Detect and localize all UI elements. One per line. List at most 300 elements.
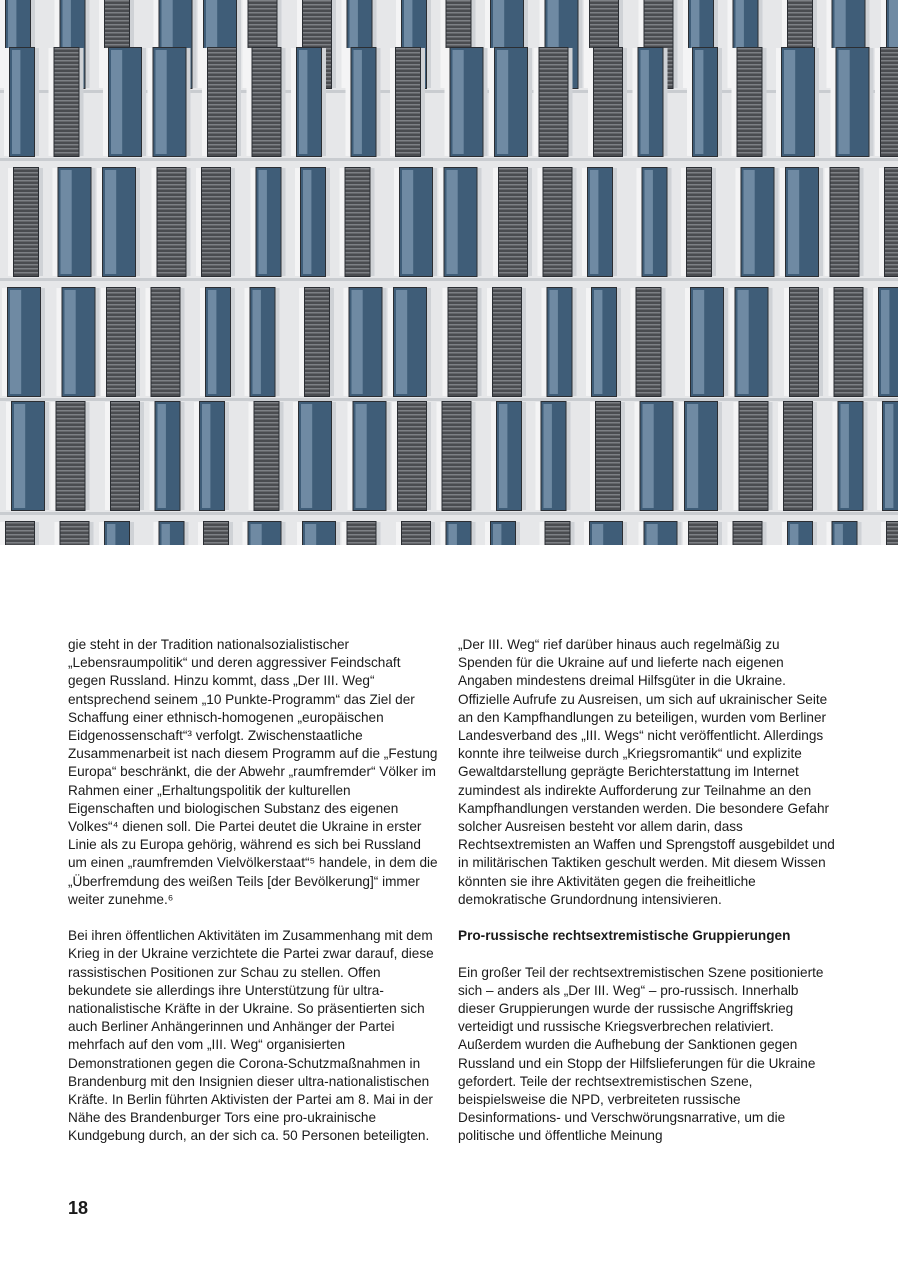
window-reflection (592, 524, 603, 545)
blind-slat (398, 418, 426, 420)
blind-slat (57, 422, 85, 424)
blind-slat (881, 96, 898, 98)
blind-slat (590, 0, 618, 2)
right-column (458, 636, 836, 1146)
blind-slat (152, 312, 180, 314)
blind-slat (253, 104, 281, 106)
blind-slat (398, 454, 426, 456)
blind-slat (881, 136, 898, 138)
blind-slat (544, 244, 572, 246)
blind-slat (831, 216, 859, 218)
blind-slat (208, 100, 236, 102)
blind-slat (111, 478, 139, 480)
blind-slat (57, 490, 85, 492)
blind-slat (202, 228, 230, 230)
blind-slat (540, 116, 568, 118)
blind-slat (885, 216, 898, 218)
blind-slat (152, 328, 180, 330)
blind-slat (346, 228, 370, 230)
blind-slat (449, 336, 477, 338)
blind-slat (835, 340, 863, 342)
blind-slat (790, 384, 818, 386)
blind-slat (346, 264, 370, 266)
blind-slat (249, 20, 277, 22)
blind-slat (346, 220, 370, 222)
window-reflection (396, 290, 407, 394)
blind-slat (202, 168, 230, 170)
blind-slat (596, 426, 620, 428)
blind-slat (443, 502, 471, 504)
blind-slat (499, 272, 527, 274)
blind-slat (107, 340, 135, 342)
blind-slat (202, 216, 230, 218)
blind-slat (396, 72, 420, 74)
blind-slat (493, 368, 521, 370)
blind-slat (784, 478, 812, 480)
blind-slat (255, 502, 279, 504)
blind-slat (885, 188, 898, 190)
blind-slat (14, 228, 38, 230)
blind-slat (398, 498, 426, 500)
blind-slat (590, 40, 618, 42)
blind-slat (881, 52, 898, 54)
blind-slat (449, 356, 477, 358)
blind-slat (158, 272, 186, 274)
blind-slat (105, 36, 129, 38)
blind-slat (596, 482, 620, 484)
window-reflection (356, 404, 367, 508)
blind-slat (499, 228, 527, 230)
blind-slat (687, 232, 711, 234)
blind-slat (493, 300, 521, 302)
window-reflection (885, 404, 893, 508)
blind-slat (303, 44, 331, 46)
blind-slat (835, 320, 863, 322)
blind-slat (790, 308, 818, 310)
blind-slat (540, 112, 568, 114)
blind-slat (152, 292, 180, 294)
blind-slat (303, 4, 331, 6)
blind-slat (740, 430, 768, 432)
blind-slat (158, 268, 186, 270)
blind-slat (398, 434, 426, 436)
blind-slat (398, 486, 426, 488)
blind-slat (61, 534, 89, 536)
blind-slat (594, 116, 622, 118)
blind-slat (158, 236, 186, 238)
blind-slat (111, 474, 139, 476)
blind-slat (499, 240, 527, 242)
blind-slat (443, 474, 471, 476)
blind-slat (596, 470, 620, 472)
blind-slat (202, 200, 230, 202)
blind-slat (57, 430, 85, 432)
blind-slat (546, 542, 570, 544)
blind-slat (738, 92, 762, 94)
blind-slat (687, 260, 711, 262)
window-reflection (303, 170, 311, 274)
blind-slat (57, 462, 85, 464)
blind-slat (831, 180, 859, 182)
blind-slat (499, 220, 527, 222)
window-blind (734, 522, 762, 545)
blind-slat (590, 36, 618, 38)
blind-slat (596, 422, 620, 424)
blind-slat (55, 88, 79, 90)
blind-slat (788, 36, 812, 38)
blind-slat (590, 4, 618, 6)
blind-slat (790, 368, 818, 370)
blind-slat (784, 430, 812, 432)
blind-slat (55, 132, 79, 134)
blind-slat (449, 292, 477, 294)
blind-slat (493, 372, 521, 374)
blind-slat (594, 136, 622, 138)
blind-slat (835, 316, 863, 318)
blind-slat (253, 48, 281, 50)
blind-slat (396, 120, 420, 122)
blind-slat (202, 264, 230, 266)
blind-slat (835, 356, 863, 358)
blind-slat (637, 392, 661, 394)
blind-slat (449, 288, 477, 290)
blind-slat (107, 324, 135, 326)
blind-slat (158, 264, 186, 266)
blind-slat (687, 172, 711, 174)
blind-slat (784, 450, 812, 452)
blind-slat (738, 144, 762, 146)
blind-slat (158, 224, 186, 226)
blind-slat (784, 434, 812, 436)
blind-slat (208, 60, 236, 62)
blind-slat (398, 446, 426, 448)
blind-slat (734, 538, 762, 540)
blind-slat (255, 494, 279, 496)
blind-slat (55, 64, 79, 66)
floor-ledge (0, 512, 898, 515)
blind-slat (596, 486, 620, 488)
window-reflection (594, 290, 602, 394)
blind-slat (594, 60, 622, 62)
blind-slat (305, 324, 329, 326)
blind-slat (596, 466, 620, 468)
blind-slat (396, 76, 420, 78)
blind-slat (790, 392, 818, 394)
blind-slat (881, 108, 898, 110)
blind-slat (449, 332, 477, 334)
blind-slat (208, 68, 236, 70)
blind-slat (493, 376, 521, 378)
blind-slat (740, 406, 768, 408)
blind-slat (348, 522, 376, 524)
blind-slat (55, 152, 79, 154)
blind-slat (885, 196, 898, 198)
blind-slat (645, 32, 673, 34)
blind-slat (734, 526, 762, 528)
blind-slat (499, 208, 527, 210)
blind-slat (590, 28, 618, 30)
blind-slat (398, 466, 426, 468)
blind-slat (57, 474, 85, 476)
blind-slat (499, 188, 527, 190)
blind-slat (255, 458, 279, 460)
blind-slat (493, 340, 521, 342)
blind-slat (885, 252, 898, 254)
blind-slat (499, 252, 527, 254)
blind-slat (443, 478, 471, 480)
blind-slat (831, 264, 859, 266)
blind-slat (55, 68, 79, 70)
blind-slat (57, 506, 85, 508)
blind-slat (208, 96, 236, 98)
blind-slat (305, 332, 329, 334)
blind-slat (255, 426, 279, 428)
blind-slat (596, 506, 620, 508)
blind-slat (158, 188, 186, 190)
blind-slat (61, 526, 89, 528)
blind-slat (305, 348, 329, 350)
blind-slat (594, 88, 622, 90)
window-blind (204, 522, 228, 545)
blind-slat (152, 392, 180, 394)
blind-slat (499, 176, 527, 178)
blind-slat (831, 204, 859, 206)
blind-slat (152, 352, 180, 354)
blind-slat (398, 494, 426, 496)
blind-slat (57, 494, 85, 496)
blind-slat (55, 112, 79, 114)
blind-slat (253, 116, 281, 118)
blind-slat (790, 332, 818, 334)
blind-slat (544, 272, 572, 274)
blind-slat (740, 442, 768, 444)
blind-slat (253, 52, 281, 54)
blind-slat (687, 192, 711, 194)
blind-slat (152, 384, 180, 386)
blind-slat (885, 228, 898, 230)
blind-slat (346, 272, 370, 274)
blind-slat (14, 196, 38, 198)
blind-slat (637, 296, 661, 298)
blind-slat (253, 128, 281, 130)
blind-slat (590, 16, 618, 18)
blind-slat (885, 256, 898, 258)
blind-slat (249, 12, 277, 14)
blind-slat (107, 332, 135, 334)
blind-slat (14, 184, 38, 186)
blind-slat (493, 332, 521, 334)
window-reflection (105, 170, 116, 274)
blind-slat (740, 426, 768, 428)
blind-slat (790, 336, 818, 338)
blind-slat (594, 100, 622, 102)
blind-slat (596, 454, 620, 456)
blind-slat (881, 64, 898, 66)
blind-slat (14, 216, 38, 218)
blind-slat (152, 304, 180, 306)
blind-slat (594, 128, 622, 130)
blind-slat (105, 4, 129, 6)
blind-slat (249, 16, 277, 18)
blind-slat (738, 52, 762, 54)
blind-slat (738, 56, 762, 58)
blind-slat (55, 108, 79, 110)
blind-slat (687, 256, 711, 258)
blind-slat (831, 184, 859, 186)
blind-slat (105, 24, 129, 26)
blind-slat (687, 196, 711, 198)
blind-slat (540, 124, 568, 126)
blind-slat (881, 104, 898, 106)
blind-slat (637, 324, 661, 326)
blind-slat (540, 80, 568, 82)
blind-slat (55, 72, 79, 74)
blind-slat (493, 360, 521, 362)
blind-slat (348, 530, 376, 532)
blind-slat (687, 272, 711, 274)
blind-slat (637, 348, 661, 350)
blind-slat (253, 112, 281, 114)
window-reflection (158, 404, 166, 508)
blind-slat (738, 132, 762, 134)
blind-slat (111, 426, 139, 428)
blind-slat (540, 144, 568, 146)
blind-slat (596, 462, 620, 464)
blind-slat (253, 64, 281, 66)
blind-slat (596, 410, 620, 412)
blind-slat (788, 44, 812, 46)
blind-slat (152, 320, 180, 322)
blind-slat (255, 450, 279, 452)
blind-slat (788, 8, 812, 10)
blind-slat (738, 80, 762, 82)
blind-slat (111, 482, 139, 484)
blind-slat (790, 304, 818, 306)
blind-slat (305, 304, 329, 306)
blind-slat (449, 364, 477, 366)
blind-slat (784, 470, 812, 472)
blind-slat (204, 530, 228, 532)
blind-slat (784, 482, 812, 484)
blind-slat (57, 406, 85, 408)
blind-slat (831, 224, 859, 226)
section-heading: Pro-russische rechtsextremistische Gruppierungen (458, 928, 791, 944)
blind-slat (107, 384, 135, 386)
blind-slat (885, 220, 898, 222)
blind-slat (253, 132, 281, 134)
blind-slat (449, 384, 477, 386)
blind-slat (493, 308, 521, 310)
blind-slat (107, 312, 135, 314)
blind-slat (831, 196, 859, 198)
window-blind (61, 522, 89, 545)
blind-slat (788, 32, 812, 34)
blind-slat (202, 252, 230, 254)
blind-slat (885, 240, 898, 242)
building-facade-photo (0, 0, 898, 545)
blind-slat (348, 538, 376, 540)
blind-slat (402, 530, 430, 532)
blind-slat (396, 68, 420, 70)
blind-slat (831, 248, 859, 250)
blind-slat (831, 192, 859, 194)
blind-slat (255, 430, 279, 432)
blind-slat (790, 288, 818, 290)
blind-slat (447, 16, 471, 18)
blind-slat (596, 498, 620, 500)
blind-slat (738, 112, 762, 114)
blind-slat (544, 220, 572, 222)
blind-slat (105, 16, 129, 18)
blind-slat (881, 148, 898, 150)
blind-slat (208, 140, 236, 142)
blind-slat (788, 20, 812, 22)
blind-slat (208, 112, 236, 114)
window-reflection (12, 50, 20, 154)
blind-slat (152, 364, 180, 366)
blind-slat (734, 522, 762, 524)
blind-slat (107, 296, 135, 298)
blind-slat (835, 364, 863, 366)
blind-slat (594, 144, 622, 146)
blind-slat (740, 474, 768, 476)
blind-slat (835, 392, 863, 394)
blind-slat (499, 264, 527, 266)
blind-slat (255, 498, 279, 500)
blind-slat (881, 140, 898, 142)
blind-slat (14, 256, 38, 258)
blind-slat (57, 458, 85, 460)
blind-slat (885, 204, 898, 206)
blind-slat (255, 402, 279, 404)
blind-slat (596, 406, 620, 408)
blind-slat (544, 268, 572, 270)
blind-slat (835, 376, 863, 378)
blind-slat (305, 388, 329, 390)
blind-slat (596, 494, 620, 496)
blind-slat (449, 324, 477, 326)
blind-slat (687, 216, 711, 218)
blind-slat (449, 392, 477, 394)
blind-slat (881, 152, 898, 154)
blind-slat (348, 526, 376, 528)
blind-slat (14, 236, 38, 238)
blind-slat (305, 380, 329, 382)
blind-slat (111, 498, 139, 500)
blind-slat (687, 240, 711, 242)
blind-slat (594, 132, 622, 134)
window-reflection (744, 170, 755, 274)
blind-slat (208, 72, 236, 74)
left-paragraph-1: gie steht in der Tradition nationalsozialistischer „Lebensraumpolitik“ und deren aggressiver Feindschaft gegen Russland. Hinzu kommt, dass „Der III. Weg“ entsprechend seinem „10 Punkte-Programm“ das Ziel der Schaffung einer ethnisch-homogenen „europäischen Eidgenossenschaft“³ verfolgt. Zwischenstaatliche Zusammenarbeit ist nach diesem Programm auf die „Festung Europa“ beschränkt, die der Abwehr „raumfremder“ Völker im Rahmen einer „Erhaltungspolitik der kulturellen Eigenschaften und biologischen Substanz des eigenen Volkes“⁴ dienen soll. Die Partei deutet die Ukraine in erster Linie als zu Europa gehörig, während es sich bei Russland um einen „raumfremden Vielvölkerstaat“⁵ handele, in dem die „Überfremdung des weißen Teils [der Bevölkerung]“ immer weiter zunehme.⁶ (68, 637, 438, 907)
blind-slat (202, 272, 230, 274)
blind-slat (443, 442, 471, 444)
blind-slat (204, 538, 228, 540)
blind-slat (493, 296, 521, 298)
blind-slat (637, 336, 661, 338)
blind-slat (790, 388, 818, 390)
blind-slat (596, 458, 620, 460)
blind-slat (544, 264, 572, 266)
blind-slat (204, 522, 228, 524)
blind-slat (540, 84, 568, 86)
window-reflection (156, 50, 167, 154)
blind-slat (305, 316, 329, 318)
blind-slat (346, 172, 370, 174)
blind-slat (596, 414, 620, 416)
blind-slat (740, 466, 768, 468)
window-reflection (645, 170, 653, 274)
